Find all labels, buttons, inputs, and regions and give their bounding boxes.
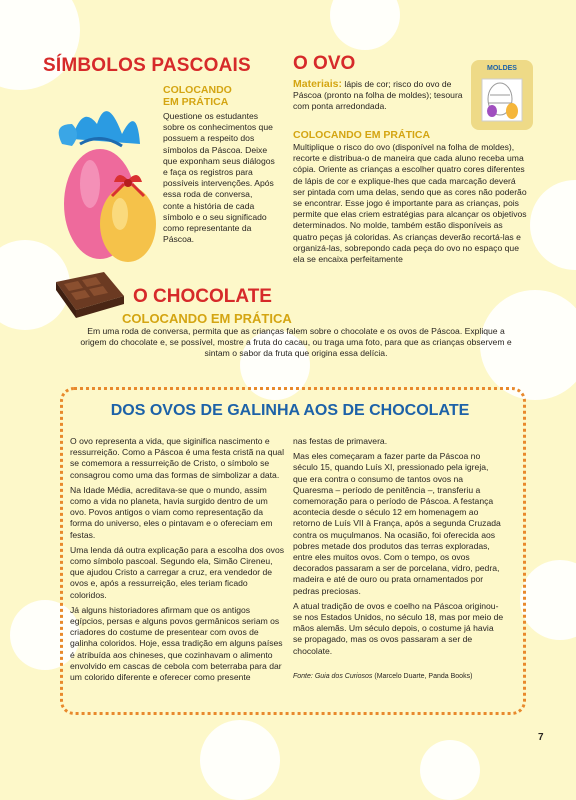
article-paragraph: nas festas de primavera.: [293, 436, 388, 446]
moldes-icon: [476, 75, 528, 123]
article-title: DOS OVOS DE GALINHA AOS DE CHOCOLATE: [110, 402, 470, 419]
background-dot: [420, 740, 480, 800]
simbolos-subtitle-line-1: COLOCANDO: [163, 84, 232, 96]
ovo-subtitle: COLOCANDO EM PRÁTICA: [293, 129, 431, 141]
background-dot: [200, 720, 280, 800]
article-content: [60, 387, 520, 709]
simbolos-subtitle: [163, 84, 232, 108]
chocolate-bar-illustration: [50, 266, 130, 324]
materiais-label: Materiais:: [293, 78, 343, 90]
article-source: [293, 671, 505, 682]
simbolos-title: SÍMBOLOS PASCOAIS: [43, 55, 251, 76]
article-right-column: [293, 436, 505, 686]
ovo-body: Multiplique o risco do ovo (disponível na folha de moldes), recorte e distribua-o de maneira que cada aluno receba uma cópia. Oriente as crianças a escolher quatro cores diferentes de lápis de cor e explique-lhes que cada marcação deverá ser pintada com uma delas, sendo que as cores não poderão se encontrar. Esse jogo é importante para as crianças, pois permite que elas criem estratégias para alcançar os objetivos determinados. No molde, também estão disponíveis as quatro peças já coloridas. As crianças deverão recortá-las e organizá-las, sobrepondo cada peça do ovo no espaço que ela se encaixa perfeitamente: [293, 142, 527, 265]
article-left-column: [70, 436, 285, 687]
chocolate-body: Em uma roda de conversa, permita que as crianças falem sobre o chocolate e os ovos de Páscoa. Explique a origem do chocolate e, se possível, mostre a fruta do cacau, ou traga uma foto, para que as crianças observem e sintam o sabor da fruta que origina essa delícia.: [80, 326, 512, 359]
materiais-text: lápis de cor; risco do ovo de Páscoa (pronto na folha de moldes); tesoura com ponta arredondada.: [293, 79, 463, 112]
chocolate-title: O CHOCOLATE: [133, 286, 272, 307]
simbolos-body: Questione os estudantes sobre os conhecimentos que possuem a respeito dos símbolos da Páscoa. Deixe que exponham seus diálogos e faça os registros para possíveis intervenções. Após essa roda de conversa, conte a história de cada símbolo e o seu significado como representante da Páscoa.: [163, 111, 275, 245]
article-paragraph: Mas eles começaram a fazer parte da Páscoa no século 15, quando Luís XI, pressionado pela igreja, que era contra o consumo de tantos ovos na Quaresma – período de penitência –, transferiu a comemoração para o período de Páscoa. A festança acontecia desde o século 12 em homenagem ao retorno de Luís VII à França, após a segunda Cruzada contra os muçulmanos. Na ocasião, foi oferecida aos pobres metade dos produtos das terras exploradas, entre eles muitos ovos. Com o tempo, os ovos decorados passaram a ser de porcelana, vidro, pedra, madeira e até de ouro ou prata ornamentados por pedras preciosas.: [293, 451, 501, 596]
ovo-materiais: [293, 79, 463, 113]
moldes-badge: [471, 60, 533, 130]
article-paragraph: A atual tradição de ovos e coelho na Páscoa originou-se nos Estados Unidos, no século 18, mas por meio de mãos alemãs. Um século depois, o costume já havia se propagado, mas os ovos passaram a ser de chocolate.: [293, 600, 504, 656]
article-paragraph: Já alguns historiadores afirmam que os antigos egípcios, persas e alguns povos germânicos seriam os criadores do costume de presentear com ovos de galinha coloridos. Hoje, essa tradição em alguns países é atribuída aos chineses, que cozinhavam o alimento envolvido em cascas de cebola com beterraba para dar um colorido diferente e oferecer como presente: [70, 604, 283, 683]
ovo-title: O OVO: [293, 53, 356, 74]
source-label: Fonte:: [293, 672, 313, 680]
easter-eggs-illustration: [52, 84, 162, 269]
source-title: Guia dos Curiosos: [314, 672, 373, 680]
simbolos-subtitle-line-2: EM PRÁTICA: [163, 96, 229, 108]
moldes-label: MOLDES: [487, 65, 517, 72]
background-dot: [330, 0, 400, 50]
source-rest: (Marcelo Duarte, Panda Books): [374, 672, 473, 680]
chocolate-subtitle: COLOCANDO EM PRÁTICA: [122, 311, 292, 326]
article-paragraph: Uma lenda dá outra explicação para a escolha dos ovos como símbolo pascoal. Segundo ela, Simão Cireneu, que ajudou Cristo a carregar a cruz, era vendedor de ovos e, após a ressurreição, eles teriam ficado coloridos.: [70, 544, 285, 600]
page-number: 7: [538, 732, 544, 743]
article-paragraph: Na Idade Média, acreditava-se que o mundo, assim como a vida no planeta, havia surgido dentro de um ovo. Povos antigos o viam como representação da forma do universo, eles o pintavam e o ofereciam em festas.: [70, 484, 273, 540]
background-dot: [530, 180, 576, 270]
background-dot: [520, 560, 576, 640]
article-paragraph: O ovo representa a vida, que siginifica nascimento e ressurreição. Como a Páscoa é uma festa cristã na qual se comemora a ressurreição de Cristo, o símbolo se consagrou como uma das formas de simbolizar a data.: [70, 436, 284, 480]
